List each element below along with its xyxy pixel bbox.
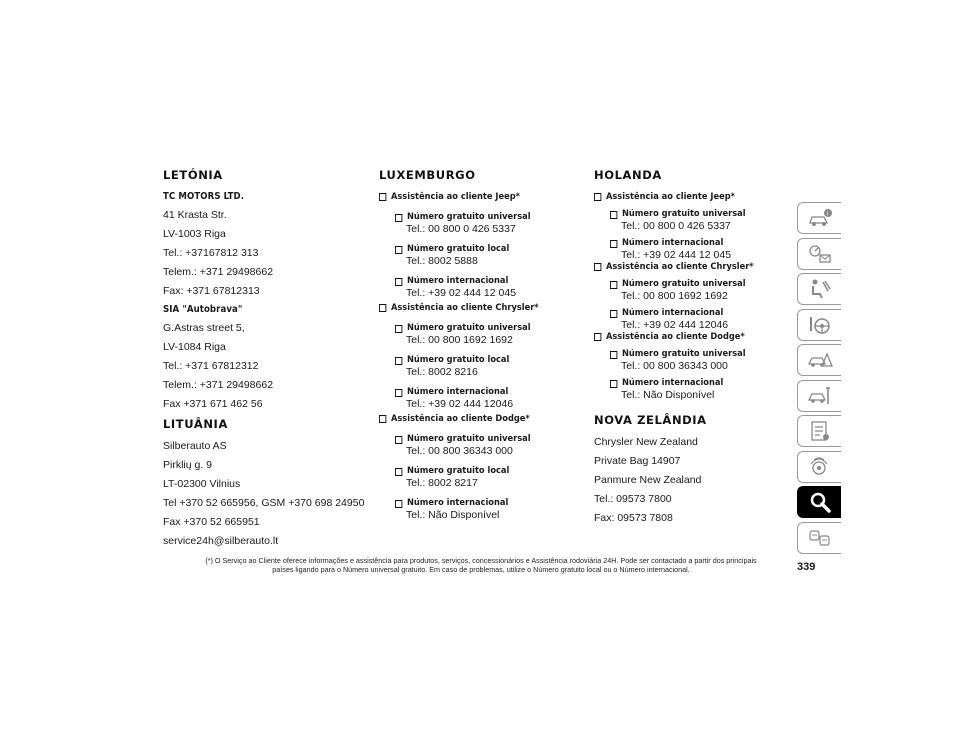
fax-line: Fax: 09573 7808 <box>594 512 673 524</box>
phone-line: Tel.: 09573 7800 <box>594 493 672 505</box>
tab-dashboard[interactable] <box>797 238 841 270</box>
service-title: Assistência ao cliente Chrysler* <box>379 302 572 314</box>
column-latvia-lithuania <box>163 168 373 554</box>
service-group-jeep <box>379 191 589 299</box>
footnote-line: (*) O Serviço ao Cliente oferece informações e assistência para produtos, serviços, concessionários e Assistência rodoviária 24H. Pode ser contactado a partir dos principais <box>205 556 757 565</box>
page-number: 339 <box>797 561 816 573</box>
phone-value: Tel.: 00 800 36343 000 <box>406 445 513 457</box>
tab-service[interactable] <box>797 380 841 412</box>
emergency-car-icon <box>806 348 834 372</box>
service-group-chrysler <box>379 302 589 410</box>
phone-value: Tel.: +39 02 444 12046 <box>406 398 514 410</box>
footnote <box>175 556 787 574</box>
company-line: Chrysler New Zealand <box>594 436 698 448</box>
column-netherlands-nz <box>594 168 794 531</box>
service-group-chrysler <box>594 261 794 331</box>
phone-value: Tel.: Não Disponível <box>621 389 715 401</box>
address-line: LV-1003 Riga <box>163 228 226 240</box>
service-title: Assistência ao cliente Jeep* <box>594 191 778 203</box>
checkbox-bullet-icon <box>610 380 617 388</box>
service-item: Número gratuito universal Tel.: 00 800 0 426 5337 <box>610 209 794 232</box>
checkbox-bullet-icon <box>395 357 402 365</box>
multimedia-icon <box>806 455 834 479</box>
checkbox-bullet-icon <box>395 436 402 444</box>
heading-netherlands: HOLANDA <box>594 168 662 182</box>
phone-value: Tel.: 00 800 0 426 5337 <box>621 220 731 232</box>
tab-emergency[interactable] <box>797 344 841 376</box>
tab-safety[interactable] <box>797 273 841 305</box>
column-luxembourg <box>379 168 589 524</box>
language-icon <box>806 526 834 550</box>
checkbox-bullet-icon <box>594 263 601 271</box>
service-item: Número internacional Tel.: +39 02 444 12046 <box>610 308 794 331</box>
company-autobrava: SIA "Autobrava" <box>163 304 243 315</box>
address-line: Panmure New Zealand <box>594 474 702 486</box>
email-line: service24h@silberauto.lt <box>163 535 279 547</box>
address-line: Private Bag 14907 <box>594 455 681 467</box>
phone-value: Tel.: +39 02 444 12 045 <box>406 287 517 299</box>
heading-luxembourg: LUXEMBURGO <box>379 168 476 182</box>
service-item: Número gratuito local Tel.: 8002 8217 <box>395 466 589 489</box>
checkbox-bullet-icon <box>610 240 617 248</box>
address-line: G.Astras street 5, <box>163 322 245 334</box>
steering-wheel-icon <box>806 313 834 337</box>
checkbox-bullet-icon <box>395 278 402 286</box>
phone-line: Tel.: +37167812 313 <box>163 247 259 259</box>
checkbox-bullet-icon <box>610 310 617 318</box>
checkbox-bullet-icon <box>395 214 402 222</box>
tab-languages[interactable] <box>797 522 841 554</box>
phone-value: Tel.: 8002 8217 <box>406 477 478 489</box>
service-item: Número internacional Tel.: Não Disponível <box>395 498 589 521</box>
service-item: Número internacional Tel.: +39 02 444 12 045 <box>395 276 589 299</box>
service-item: Número gratuito universal Tel.: 00 800 1692 1692 <box>395 323 589 346</box>
service-item: Número gratuito universal Tel.: 00 800 1692 1692 <box>610 279 794 302</box>
company-line: Silberauto AS <box>163 440 227 452</box>
phone-value: Tel.: +39 02 444 12 045 <box>621 249 732 261</box>
service-title: Assistência ao cliente Dodge* <box>379 413 572 425</box>
phone-value: Tel.: 8002 5888 <box>406 255 478 267</box>
fax-line: Fax +370 52 665951 <box>163 516 260 528</box>
company-tc-motors: TC MOTORS LTD. <box>163 191 245 202</box>
checkbox-bullet-icon <box>610 211 617 219</box>
phone-value: Tel.: Não Disponível <box>406 509 500 521</box>
checkbox-bullet-icon <box>379 193 386 201</box>
service-item: Número gratuito local Tel.: 8002 5888 <box>395 244 589 267</box>
tab-specifications[interactable] <box>797 415 841 447</box>
heading-new-zealand: NOVA ZELÂNDIA <box>594 413 707 427</box>
dashboard-warning-icon <box>806 242 834 266</box>
address-line: LV-1084 Riga <box>163 341 226 353</box>
tab-driving[interactable] <box>797 309 841 341</box>
service-group-jeep <box>594 191 794 261</box>
service-item: Número gratuito universal Tel.: 00 800 36343 000 <box>395 434 589 457</box>
service-group-dodge <box>379 413 589 521</box>
mobile-line: Telem.: +371 29498662 <box>163 379 274 391</box>
phone-value: Tel.: 00 800 36343 000 <box>621 360 728 372</box>
checkbox-bullet-icon <box>610 281 617 289</box>
phone-value: Tel.: +39 02 444 12046 <box>621 319 729 331</box>
phone-value: Tel.: 00 800 1692 1692 <box>406 334 513 346</box>
checkbox-bullet-icon <box>395 389 402 397</box>
car-info-icon <box>806 206 834 230</box>
address-line: 41 Krasta Str. <box>163 209 227 221</box>
service-title: Assistência ao cliente Jeep* <box>379 191 572 203</box>
service-group-dodge <box>594 331 794 401</box>
chapter-tabs <box>797 202 841 557</box>
service-item: Número internacional Tel.: Não Disponível <box>610 378 794 401</box>
checkbox-bullet-icon <box>379 415 386 423</box>
address-line: Pirklių g. 9 <box>163 459 213 471</box>
footnote-line: países ligando para o Número universal gratuito. Em caso de problemas, utilize o Número gratuito local ou o Número internacional. <box>272 565 690 574</box>
checkbox-bullet-icon <box>395 500 402 508</box>
checkbox-bullet-icon <box>395 246 402 254</box>
mobile-line: Telem.: +371 29498662 <box>163 266 274 278</box>
service-item: Número gratuito universal Tel.: 00 800 0 426 5337 <box>395 212 589 235</box>
phone-value: Tel.: 8002 8216 <box>406 366 478 378</box>
phone-value: Tel.: 00 800 1692 1692 <box>621 290 728 302</box>
checkbox-bullet-icon <box>594 333 601 341</box>
service-title: Assistência ao cliente Chrysler* <box>594 261 778 273</box>
tab-car-info[interactable] <box>797 202 841 234</box>
checkbox-bullet-icon <box>610 351 617 359</box>
fax-line: Fax +371 671 462 56 <box>163 398 263 410</box>
address-line: LT-02300 Vilnius <box>163 478 241 490</box>
checkbox-bullet-icon <box>395 325 402 333</box>
checkbox-bullet-icon <box>594 193 601 201</box>
service-title: Assistência ao cliente Dodge* <box>594 331 778 343</box>
tab-index[interactable] <box>797 486 841 518</box>
tab-multimedia[interactable] <box>797 451 841 483</box>
phone-line: Tel +370 52 665956, GSM +370 698 24950 <box>163 497 365 509</box>
search-icon <box>806 490 834 514</box>
svg-text:i: i <box>826 210 828 218</box>
service-item: Número gratuito local Tel.: 8002 8216 <box>395 355 589 378</box>
specifications-icon <box>806 419 834 443</box>
service-item: Número internacional Tel.: +39 02 444 12046 <box>395 387 589 410</box>
phone-line: Tel.: +371 67812312 <box>163 360 259 372</box>
service-item: Número gratuito universal Tel.: 00 800 36343 000 <box>610 349 794 372</box>
seat-safety-icon <box>806 277 834 301</box>
checkbox-bullet-icon <box>379 304 386 312</box>
heading-latvia: LETÓNIA <box>163 168 223 182</box>
service-item: Número internacional Tel.: +39 02 444 12 045 <box>610 238 794 261</box>
checkbox-bullet-icon <box>395 468 402 476</box>
car-service-icon <box>806 384 834 408</box>
fax-line: Fax: +371 67812313 <box>163 285 260 297</box>
heading-lithuania: LITUÂNIA <box>163 417 228 431</box>
phone-value: Tel.: 00 800 0 426 5337 <box>406 223 516 235</box>
